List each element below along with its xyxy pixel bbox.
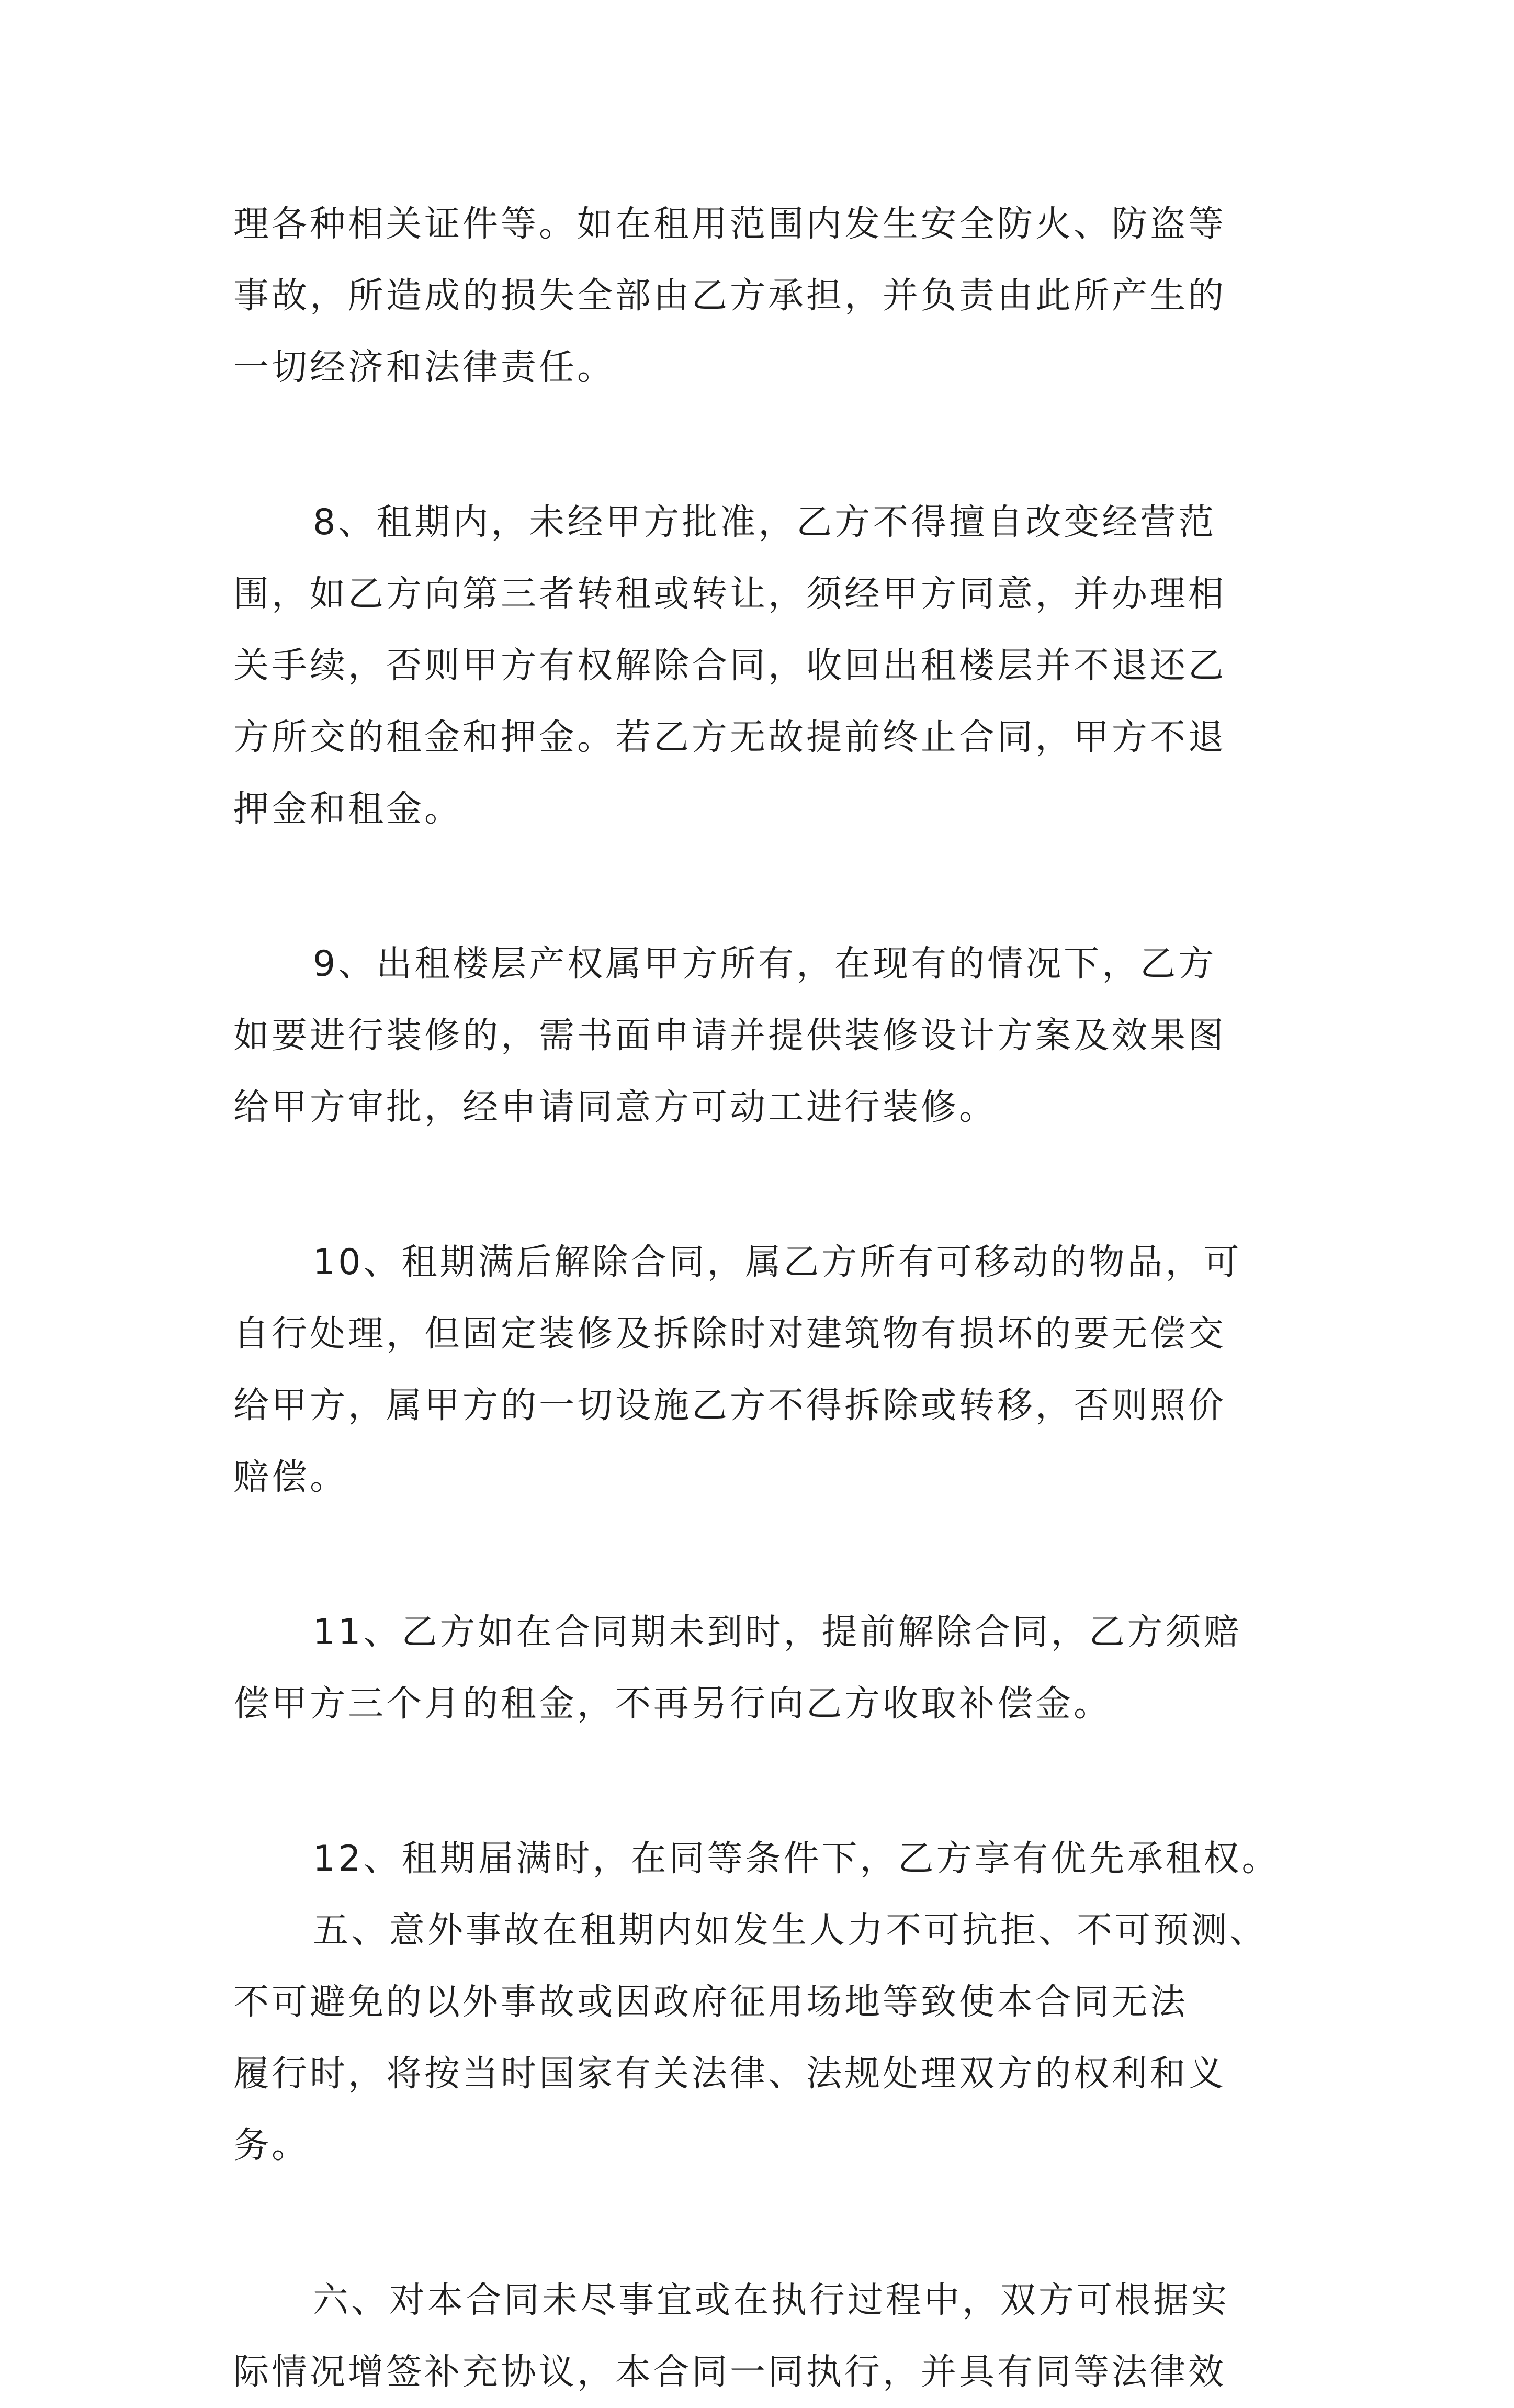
text-line: 关手续，否则甲方有权解除合同，收回出租楼层并不退还乙 [233, 645, 1227, 687]
text-line: 赔偿。 [233, 1457, 348, 1498]
text-line: 偿甲方三个月的租金，不再另行向乙方收取补偿金。 [233, 1683, 1112, 1725]
document-body [233, 188, 1311, 2408]
clause-10-first-line: 10、租期满后解除合同，属乙方所有可移动的物品，可 [313, 1242, 1242, 1283]
text-line: 理各种相关证件等。如在租用范围内发生安全防火、防盗等 [233, 204, 1227, 245]
text-line: 一切经济和法律责任。 [233, 347, 616, 388]
text-line: 不可避免的以外事故或因政府征用场地等致使本合同无法 [233, 1982, 1189, 2023]
section-5-first-line: 五、意外事故在租期内如发生人力不可抗拒、不可预测、 [313, 1910, 1268, 1951]
text-line: 给甲方审批，经申请同意方可动工进行装修。 [233, 1087, 998, 1128]
text-line: 自行处理，但固定装修及拆除时对建筑物有损坏的要无偿交 [233, 1313, 1227, 1355]
text-line: 际情况增签补充协议，本合同一同执行，并具有同等法律效 [233, 2351, 1227, 2393]
text-line: 押金和租金。 [233, 789, 463, 830]
text-line: 方所交的租金和押金。若乙方无故提前终止合同，甲方不退 [233, 717, 1227, 758]
text-line: 事故，所造成的损失全部由乙方承担，并负责由此所产生的 [233, 275, 1227, 317]
text-line: 务。 [233, 2125, 310, 2166]
section-6-first-line: 六、对本合同未尽事宜或在执行过程中，双方可根据实 [313, 2280, 1230, 2321]
text-line: 如要进行装修的，需书面申请并提供装修设计方案及效果图 [233, 1015, 1227, 1056]
text-line: 履行时，将按当时国家有关法律、法规处理双方的权利和义 [233, 2053, 1227, 2095]
clause-8-first-line: 8、租期内，未经甲方批准，乙方不得擅自改变经营范 [313, 502, 1217, 543]
text-line: 围，如乙方向第三者转租或转让，须经甲方同意，并办理相 [233, 573, 1227, 615]
clause-9-first-line: 9、出租楼层产权属甲方所有，在现有的情况下，乙方 [313, 943, 1217, 985]
text-line: 给甲方，属甲方的一切设施乙方不得拆除或转移，否则照价 [233, 1385, 1227, 1426]
clause-11-first-line: 11、乙方如在合同期未到时，提前解除合同，乙方须赔 [313, 1612, 1242, 1653]
clause-12-line: 12、租期届满时，在同等条件下，乙方享有优先承租权。 [313, 1838, 1280, 1880]
